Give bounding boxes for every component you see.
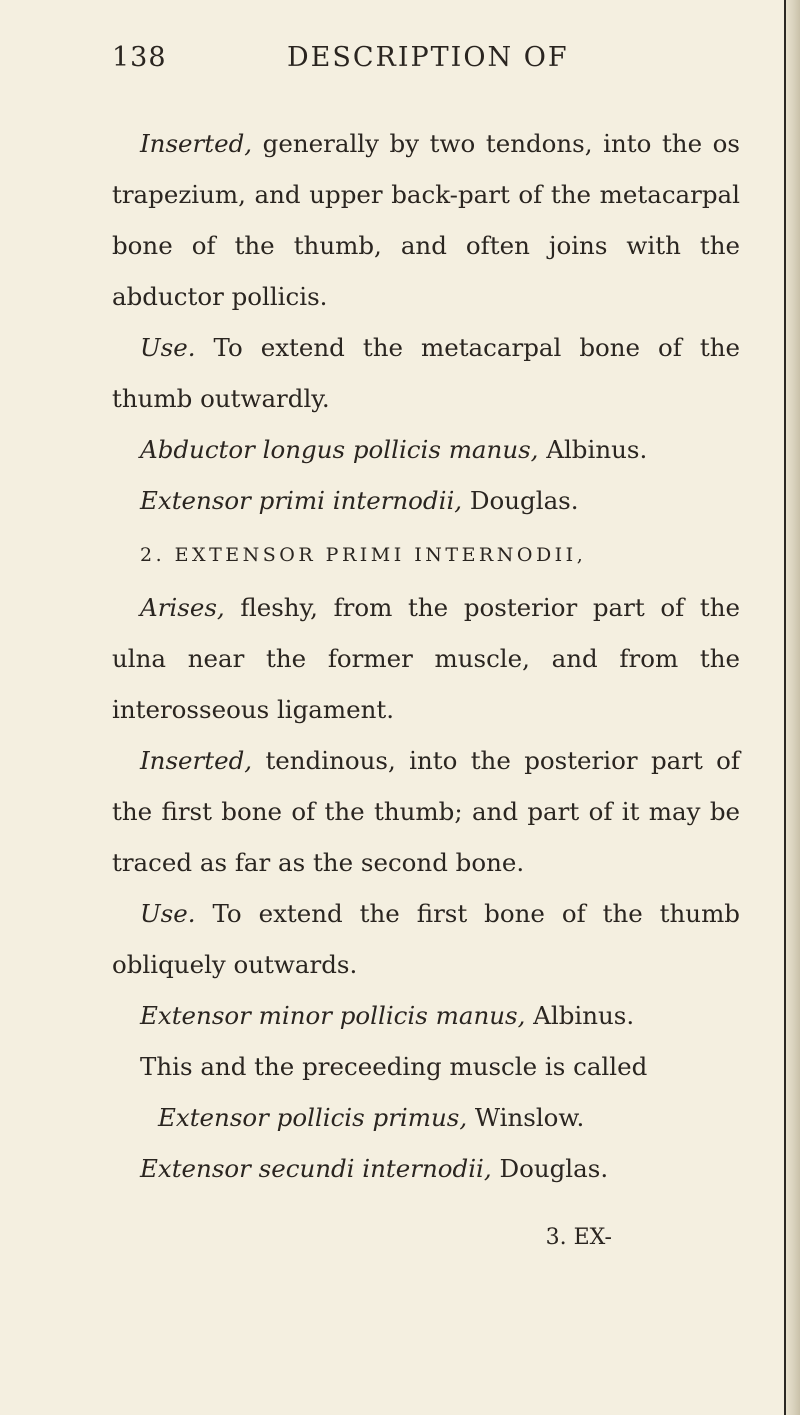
paragraph-inserted-2	[112, 735, 740, 888]
synonym-5-name: Extensor secundi internodii,	[140, 1154, 492, 1183]
synonym-3-name: Extensor minor pollicis manus,	[140, 1001, 526, 1030]
catchword: 3. EX-	[545, 1225, 612, 1250]
synonym-4-name: Extensor pollicis primus,	[158, 1103, 468, 1132]
synonym-5	[112, 1143, 740, 1194]
synonym-4	[112, 1092, 740, 1143]
synonym-2	[112, 475, 740, 526]
synonym-1-name: Abductor longus pollicis manus,	[140, 435, 539, 464]
page-edge	[784, 0, 800, 1415]
page-header	[112, 42, 732, 84]
paragraph-use-2	[112, 888, 740, 990]
label-inserted: Inserted,	[140, 129, 253, 158]
text-inserted: generally by two tendons, into the os trapezium, and upper back-part of the metacarpal bone of the thumb, and often joins with the abductor pollicis.	[112, 129, 740, 311]
paragraph-use-1	[112, 322, 740, 424]
synonym-2-name: Extensor primi internodii,	[140, 486, 463, 515]
label-use-1: Use.	[140, 333, 196, 362]
label-arises: Arises,	[140, 593, 225, 622]
synonym-4-author: Winslow.	[474, 1103, 585, 1132]
text-use-2: To extend the first bone of the thumb obliquely outwards.	[112, 899, 740, 979]
synonym-1-author: Albinus.	[546, 435, 648, 464]
page-number: 138	[112, 42, 167, 73]
running-head: DESCRIPTION OF	[287, 42, 569, 73]
synonym-5-author: Douglas.	[499, 1154, 609, 1183]
section-heading: 2. EXTENSOR PRIMI INTERNODII,	[140, 544, 587, 566]
synonym-1	[112, 424, 740, 475]
synonym-3-author: Albinus.	[533, 1001, 635, 1030]
text-arises: fleshy, from the posterior part of the ulna near the former muscle, and from the interosseous ligament.	[112, 593, 740, 724]
text-inserted-2: tendinous, into the posterior part of the first bone of the thumb; and part of it may be traced as far as the second bone.	[112, 746, 740, 877]
label-use-2: Use.	[140, 899, 196, 928]
synonym-2-author: Douglas.	[469, 486, 579, 515]
paragraph-called: This and the preceeding muscle is called	[140, 1052, 648, 1081]
paragraph-inserted	[112, 118, 740, 322]
text-use-1: To extend the metacarpal bone of the thumb outwardly.	[112, 333, 740, 413]
page-body	[112, 118, 740, 1282]
synonym-3	[112, 990, 740, 1041]
paragraph-arises	[112, 582, 740, 735]
label-inserted-2: Inserted,	[140, 746, 253, 775]
